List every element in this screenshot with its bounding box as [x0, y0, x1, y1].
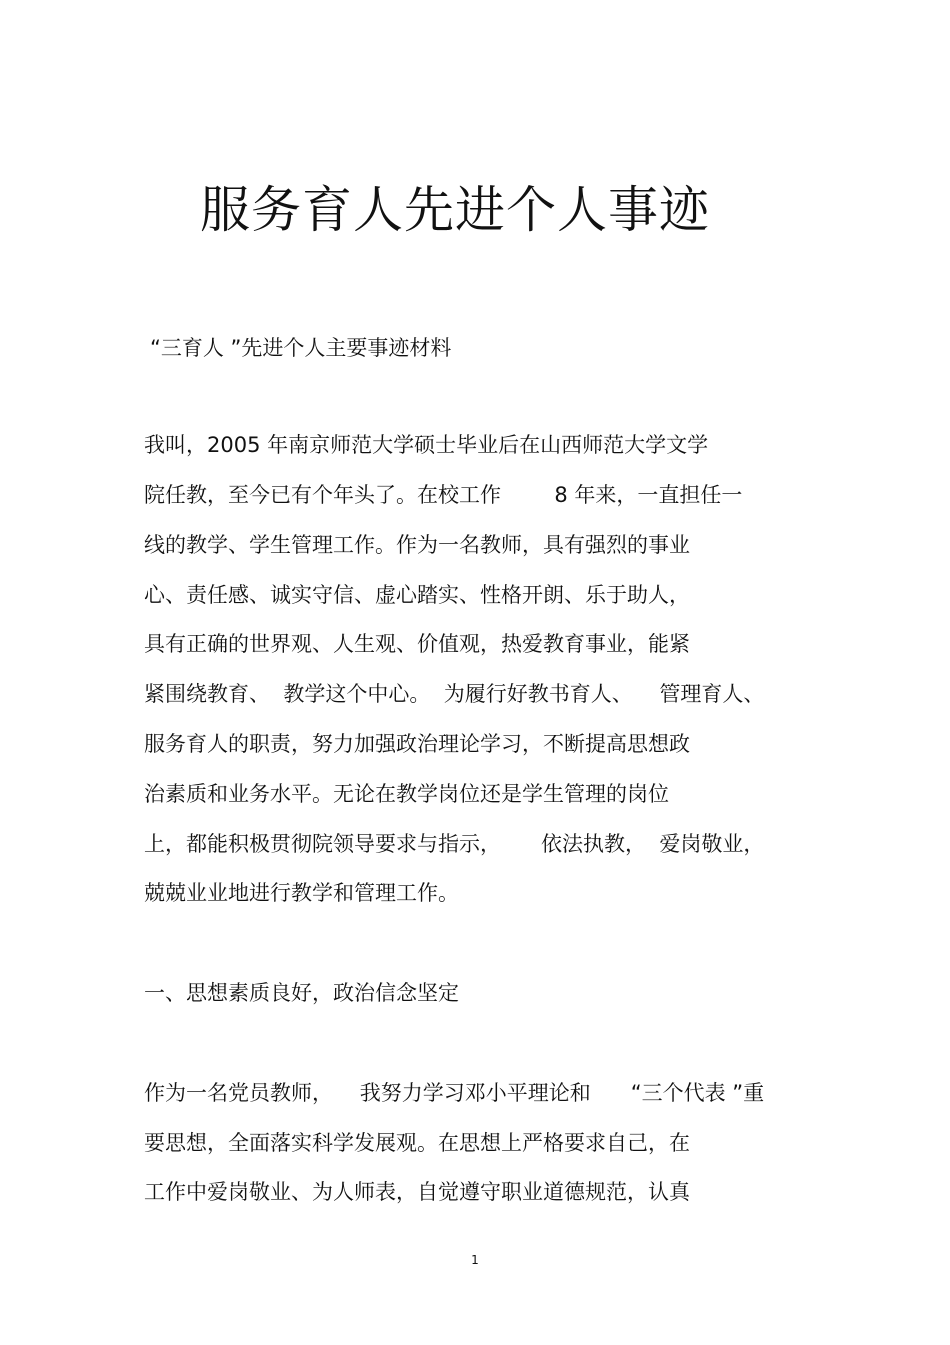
paragraph-line: 线的教学、学生管理工作。作为一名教师，具有强烈的事业 — [144, 533, 690, 557]
paragraph-line: 心、责任感、诚实守信、虚心踏实、性格开朗、乐于助人， — [144, 583, 690, 607]
paragraph-line: 院任教，至今已有个年头了。在校工作 8 年来，一直担任一 — [144, 483, 743, 507]
paragraph-line: 工作中爱岗敬业、为人师表，自觉遵守职业道德规范，认真 — [144, 1180, 690, 1204]
paragraph-line: 治素质和业务水平。无论在教学岗位还是学生管理的岗位 — [144, 782, 669, 806]
page-number: 1 — [471, 1253, 479, 1267]
paragraph-line: 具有正确的世界观、人生观、价值观，热爱教育事业，能紧 — [144, 632, 690, 656]
paragraph-line: 我叫，2005 年南京师范大学硕士毕业后在山西师范大学文学 — [144, 433, 709, 457]
document-subtitle: “三育人 ”先进个人主要事迹材料 — [150, 336, 452, 360]
paragraph-line: 要思想，全面落实科学发展观。在思想上严格要求自己，在 — [144, 1131, 690, 1155]
paragraph-line: 紧围绕教育、 教学这个中心。 为履行好教书育人、 管理育人、 — [144, 682, 765, 706]
paragraph-line: 上，都能积极贯彻院领导要求与指示， 依法执教， 爱岗敬业， — [144, 832, 765, 856]
section-heading: 一、思想素质良好，政治信念坚定 — [144, 981, 459, 1005]
document-title: 服务育人先进个人事迹 — [200, 181, 710, 239]
paragraph-line: 服务育人的职责，努力加强政治理论学习，不断提高思想政 — [144, 732, 690, 756]
paragraph-line: 兢兢业业地进行教学和管理工作。 — [144, 881, 459, 905]
paragraph-line: 作为一名党员教师， 我努力学习邓小平理论和 “三个代表 ”重 — [144, 1081, 765, 1105]
